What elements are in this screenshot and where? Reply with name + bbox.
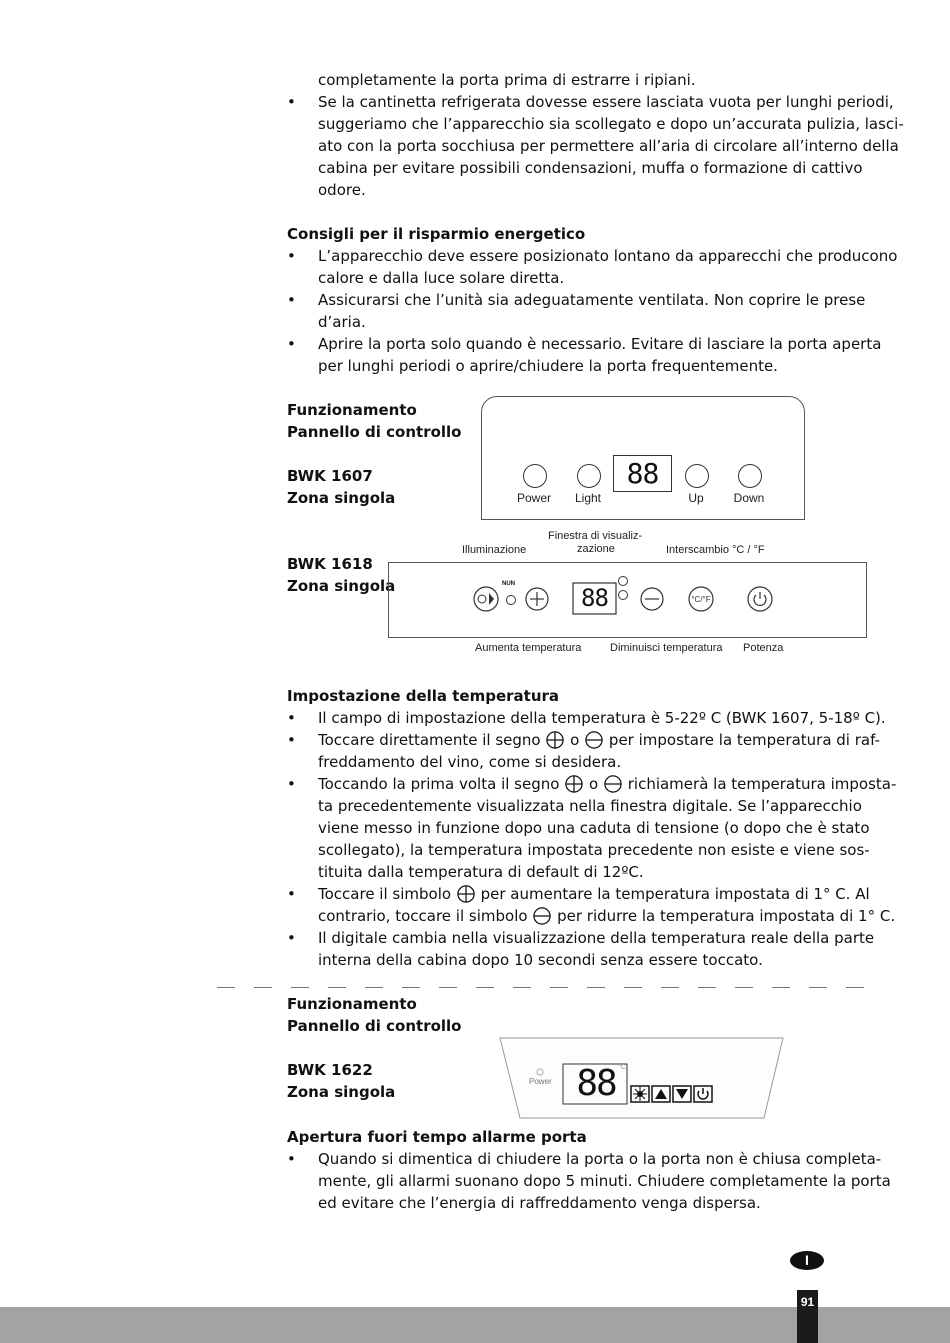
intro-line: ato con la porta socchiusa per permettere all’aria di circolare all’interno della [318, 137, 899, 155]
temperature-line: ta precedentemente visualizzata nella finestra digitale. Se l’apparecchio [318, 797, 862, 815]
text: per aumentare la temperatura impostata di 1° C. Al [480, 885, 870, 903]
intro-line: suggeriamo che l’apparecchio sia scollegato e dopo un’accurata pulizia, lasci- [318, 115, 904, 133]
display-digits: 88 [581, 584, 608, 612]
text: per ridurre la temperatura impostata di 1° C. [557, 907, 896, 925]
bullet: • [287, 775, 296, 793]
dash-segment [291, 987, 309, 988]
bullet: • [287, 929, 296, 947]
celsius-fahrenheit-icon [689, 587, 713, 611]
section-heading: Funzionamento [287, 401, 417, 419]
indicator-label: NUN [502, 581, 515, 587]
plus-symbol-icon [546, 731, 564, 749]
page-number: 91 [800, 1295, 815, 1309]
light-button-icon [577, 464, 601, 488]
power-label: Power [516, 491, 551, 505]
light-label: Light [574, 491, 602, 505]
energy-line: Aprire la porta solo quando è necessario. Evitare di lasciare la porta aperta [318, 335, 882, 353]
energy-line: calore e dalla luce solare diretta. [318, 269, 565, 287]
alarm-line: mente, gli allarmi suonano dopo 5 minuti. Chiudere completamente la porta [318, 1172, 891, 1190]
zone-label: Zona singola [287, 577, 396, 595]
bullet: • [287, 247, 296, 265]
label-potenza: Potenza [743, 642, 784, 654]
minus-symbol-icon [533, 907, 551, 925]
up-button-icon [685, 464, 709, 488]
intro-line: cabina per evitare possibili condensazioni, muffa o formazione di cattivo [318, 159, 863, 177]
bullet: • [287, 709, 296, 727]
minus-icon [641, 588, 663, 610]
label-diminuisci: Diminuisci temperatura [610, 642, 723, 654]
dash-segment [513, 987, 531, 988]
intro-line: odore. [318, 181, 366, 199]
temperature-line: Il campo di impostazione della temperatura è 5-22º C (BWK 1607, 5-18º C). [318, 709, 886, 727]
dash-segment [476, 987, 494, 988]
temperature-line: viene messo in funzione dopo una caduta di tensione (o dopo che è stato [318, 819, 870, 837]
energy-line: per lunghi periodi o aprire/chiudere la porta frequentemente. [318, 357, 778, 375]
dash-segment [217, 987, 235, 988]
alarm-heading: Apertura fuori tempo allarme porta [287, 1128, 587, 1146]
dash-segment [735, 987, 753, 988]
temperature-line-with-symbols [318, 773, 896, 795]
label-aumenta: Aumenta temperatura [475, 642, 582, 654]
temperature-line: Il digitale cambia nella visualizzazione della temperatura reale della parte [318, 929, 875, 947]
text: per impostare la temperatura di raf- [608, 731, 880, 749]
dash-segment [402, 987, 420, 988]
temperature-heading: Impostazione della temperatura [287, 687, 560, 705]
energy-heading: Consigli per il risparmio energetico [287, 225, 586, 243]
temperature-line: interna della cabina dopo 10 secondi senza essere toccato. [318, 951, 763, 969]
dash-segment [550, 987, 568, 988]
temperature-line: scollegato), la temperatura impostata precedente non esiste e viene sos- [318, 841, 870, 859]
plus-symbol-icon [565, 775, 583, 793]
language-badge [790, 1251, 824, 1270]
model-label: BWK 1618 [287, 555, 373, 573]
minus-symbol-icon [604, 775, 622, 793]
text: Toccare direttamente il segno [318, 731, 541, 749]
dash-segment [661, 987, 679, 988]
down-label: Down [733, 491, 765, 505]
plus-symbol-icon [457, 885, 475, 903]
dash-segment [624, 987, 642, 988]
dash-segment [365, 987, 383, 988]
power-icon [748, 587, 772, 611]
bullet: • [287, 885, 296, 903]
bullet: • [287, 1150, 296, 1168]
dash-segment [328, 987, 346, 988]
fahrenheit-indicator-icon [619, 591, 628, 600]
temperature-line-with-symbols [318, 905, 895, 927]
dash-segment [772, 987, 790, 988]
down-button-icon [738, 464, 762, 488]
energy-line: Assicurarsi che l’unità sia adeguatamente ventilata. Non coprire le prese [318, 291, 866, 309]
bullet: • [287, 93, 296, 111]
minus-symbol-icon [585, 731, 603, 749]
plus-icon [526, 588, 548, 610]
up-label: Up [688, 491, 704, 505]
display-digits: 88 [576, 1063, 616, 1104]
zone-label: Zona singola [287, 489, 396, 507]
text: Toccando la prima volta il segno [318, 775, 560, 793]
dash-segment [809, 987, 827, 988]
dash-segment [254, 987, 272, 988]
power-label: Power [529, 1077, 552, 1086]
display-digits: 88 [626, 457, 659, 490]
label-finestra: Finestra di visualiz- [548, 530, 643, 542]
bullet: • [287, 731, 296, 749]
model-label: BWK 1622 [287, 1061, 373, 1079]
intro-line: Se la cantinetta refrigerata dovesse essere lasciata vuota per lunghi periodi, [318, 93, 894, 111]
svg-text:°C/°F: °C/°F [691, 595, 711, 604]
section-subheading: Pannello di controllo [287, 1017, 462, 1035]
dash-segment [439, 987, 457, 988]
temperature-line-with-symbols [318, 883, 870, 905]
zone-label: Zona singola [287, 1083, 396, 1101]
dash-segment [698, 987, 716, 988]
alarm-line: Quando si dimentica di chiudere la porta o la porta non è chiusa completa- [318, 1150, 882, 1168]
temperature-line-with-symbols [318, 729, 880, 751]
temperature-display [613, 455, 672, 492]
temperature-line: freddamento del vino, come si desidera. [318, 753, 622, 771]
text: Toccare il simbolo [318, 885, 452, 903]
page-number-tab [797, 1290, 818, 1343]
celsius-indicator-icon [619, 577, 628, 586]
model-label: BWK 1607 [287, 467, 373, 485]
text: richiamerà la temperatura imposta- [627, 775, 897, 793]
temperature-line: tituita dalla temperatura di default di 12ºC. [318, 863, 644, 881]
energy-line: L’apparecchio deve essere posizionato lontano da apparecchi che producono [318, 247, 898, 265]
power-button-icon [523, 464, 547, 488]
section-subheading: Pannello di controllo [287, 423, 462, 441]
dash-segment [587, 987, 605, 988]
label-interscambio: Interscambio °C / °F [666, 544, 765, 556]
bullet: • [287, 291, 296, 309]
text: o [588, 775, 599, 793]
panel1618-icons [388, 562, 866, 637]
intro-line: completamente la porta prima di estrarre i ripiani. [318, 71, 696, 89]
label-illuminazione: Illuminazione [462, 544, 527, 556]
label-finestra-cont: zazione [577, 543, 615, 555]
light-icon [474, 587, 498, 611]
unit-label: °C [618, 1064, 626, 1071]
bullet: • [287, 335, 296, 353]
section-heading: Funzionamento [287, 995, 417, 1013]
energy-line: d’aria. [318, 313, 366, 331]
text: o [570, 731, 580, 749]
language-badge-label: I [805, 1252, 809, 1268]
alarm-line: ed evitare che l’energia di raffreddamento venga dispersa. [318, 1194, 761, 1212]
dash-segment [846, 987, 864, 988]
indicator-icon [507, 596, 516, 605]
text: contrario, toccare il simbolo [318, 907, 528, 925]
